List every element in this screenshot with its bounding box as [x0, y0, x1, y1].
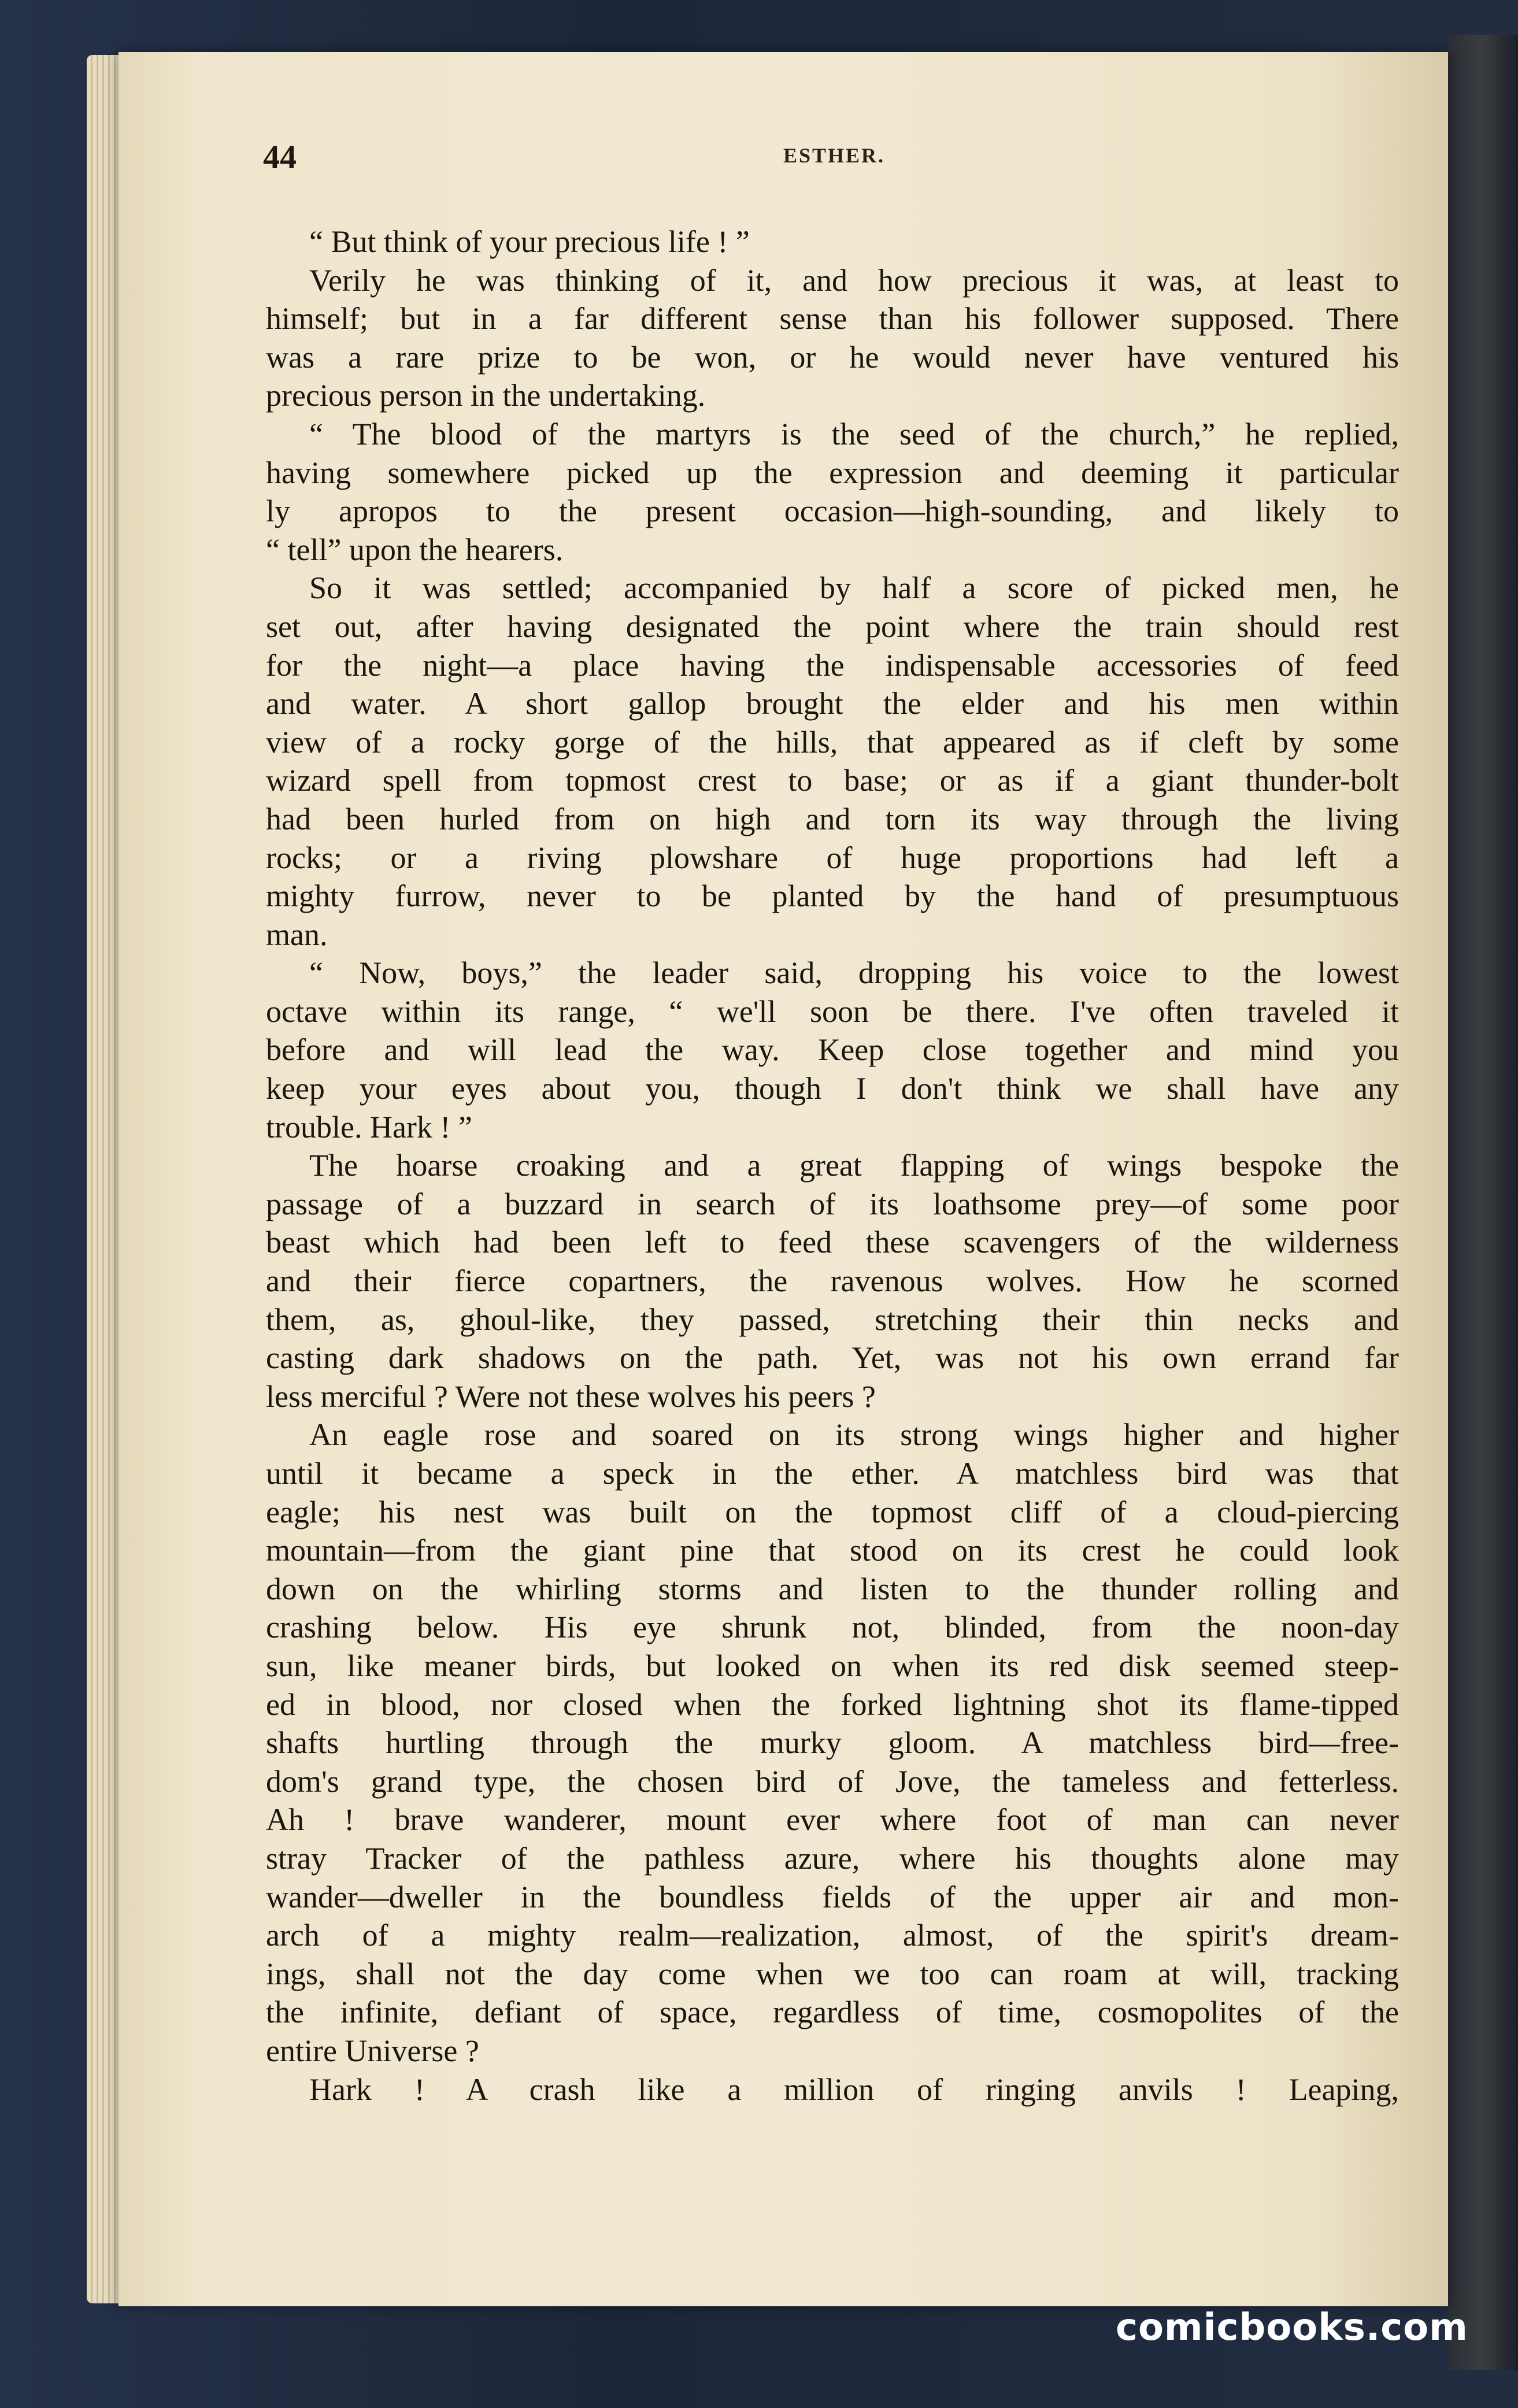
text-line: had been hurled from on high and torn its way through the living: [266, 801, 1399, 836]
text-line: was a rare prize to be won, or he would never have ventured his: [266, 339, 1399, 375]
text-line: stray Tracker of the pathless azure, where his thoughts alone may: [266, 1840, 1399, 1876]
text-line: wizard spell from topmost crest to base; or as if a giant thunder-bolt: [266, 763, 1399, 798]
text-line: octave within its range, “ we'll soon be there. I've often traveled it: [266, 994, 1399, 1029]
text-line: beast which had been left to feed these scavengers of the wilderness: [266, 1225, 1399, 1260]
text-line: and their fierce copartners, the ravenous wolves. How he scorned: [266, 1264, 1399, 1299]
text-line: Verily he was thinking of it, and how precious it was, at least to: [309, 262, 1399, 298]
text-line: himself; but in a far different sense than his follower supposed. There: [266, 301, 1399, 336]
text-line: precious person in the undertaking.: [266, 378, 706, 413]
text-line: view of a rocky gorge of the hills, that appeared as if cleft by some: [266, 724, 1399, 760]
text-line: So it was settled; accompanied by half a score of picked men, he: [309, 570, 1399, 606]
text-line: eagle; his nest was built on the topmost cliff of a cloud-piercing: [266, 1494, 1399, 1529]
text-line: casting dark shadows on the path. Yet, was not his own errand far: [266, 1340, 1399, 1376]
watermark-text: comicbooks.com: [1116, 2306, 1468, 2349]
text-line: Ah ! brave wanderer, mount ever where foot of man can never: [266, 1802, 1399, 1838]
text-line: shafts hurtling through the murky gloom. A matchless bird—free-: [266, 1725, 1399, 1761]
text-line: sun, like meaner birds, but looked on when its red disk seemed steep-: [266, 1648, 1399, 1683]
text-line: “ But think of your precious life ! ”: [309, 224, 750, 259]
text-line: keep your eyes about you, though I don't think we shall have any: [266, 1071, 1399, 1106]
text-line: wander—dweller in the boundless fields of the upper air and mon-: [266, 1879, 1399, 1914]
text-line: less merciful ? Were not these wolves his peers ?: [266, 1379, 876, 1414]
text-line: rocks; or a riving plowshare of huge proportions had left a: [266, 840, 1399, 875]
text-line: Hark ! A crash like a million of ringing anvils ! Leaping,: [309, 2072, 1399, 2107]
text-line: the infinite, defiant of space, regardless of time, cosmopolites of the: [266, 1995, 1399, 2030]
text-line: down on the whirling storms and listen to the thunder rolling and: [266, 1571, 1399, 1606]
text-line: “ Now, boys,” the leader said, dropping his voice to the lowest: [309, 955, 1399, 991]
text-line: them, as, ghoul-like, they passed, stretching their thin necks and: [266, 1302, 1399, 1337]
text-line: mighty furrow, never to be planted by the hand of presumptuous: [266, 879, 1399, 914]
running-title: ESTHER.: [783, 144, 886, 167]
text-line: mountain—from the giant pine that stood on its crest he could look: [266, 1533, 1399, 1568]
book-spine-edge: [1448, 35, 1518, 2370]
text-line: and water. A short gallop brought the elder and his men within: [266, 686, 1399, 721]
text-line: The hoarse croaking and a great flapping of wings bespoke the: [309, 1148, 1399, 1183]
text-line: An eagle rose and soared on its strong wings higher and higher: [309, 1417, 1399, 1453]
text-line: ed in blood, nor closed when the forked lightning shot its flame-tipped: [266, 1687, 1399, 1722]
text-line: having somewhere picked up the expression and deeming it particular: [266, 455, 1399, 490]
body-text: [266, 223, 1399, 2109]
text-line: for the night—a place having the indispensable accessories of feed: [266, 647, 1399, 683]
text-line: entire Universe ?: [266, 2033, 479, 2068]
text-line: arch of a mighty realm—realization, almost, of the spirit's dream-: [266, 1918, 1399, 1953]
text-line: “ The blood of the martyrs is the seed of the church,” he replied,: [309, 416, 1399, 451]
text-line: trouble. Hark ! ”: [266, 1109, 472, 1144]
text-line: “ tell” upon the hearers.: [266, 532, 564, 567]
text-line: until it became a speck in the ether. A matchless bird was that: [266, 1456, 1399, 1491]
text-line: before and will lead the way. Keep close together and mind you: [266, 1032, 1399, 1068]
text-line: ings, shall not the day come when we too can roam at will, tracking: [266, 1956, 1399, 1991]
text-line: passage of a buzzard in search of its loathsome prey—of some poor: [266, 1186, 1399, 1221]
text-line: crashing below. His eye shrunk not, blinded, from the noon-day: [266, 1610, 1399, 1645]
text-line: man.: [266, 917, 328, 952]
text-line: ly apropos to the present occasion—high-sounding, and likely to: [266, 494, 1399, 529]
text-line: dom's grand type, the chosen bird of Jove, the tameless and fetterless.: [266, 1764, 1399, 1799]
text-line: set out, after having designated the point where the train should rest: [266, 609, 1399, 644]
page-header: [263, 138, 1396, 184]
page-number: 44: [263, 138, 297, 176]
